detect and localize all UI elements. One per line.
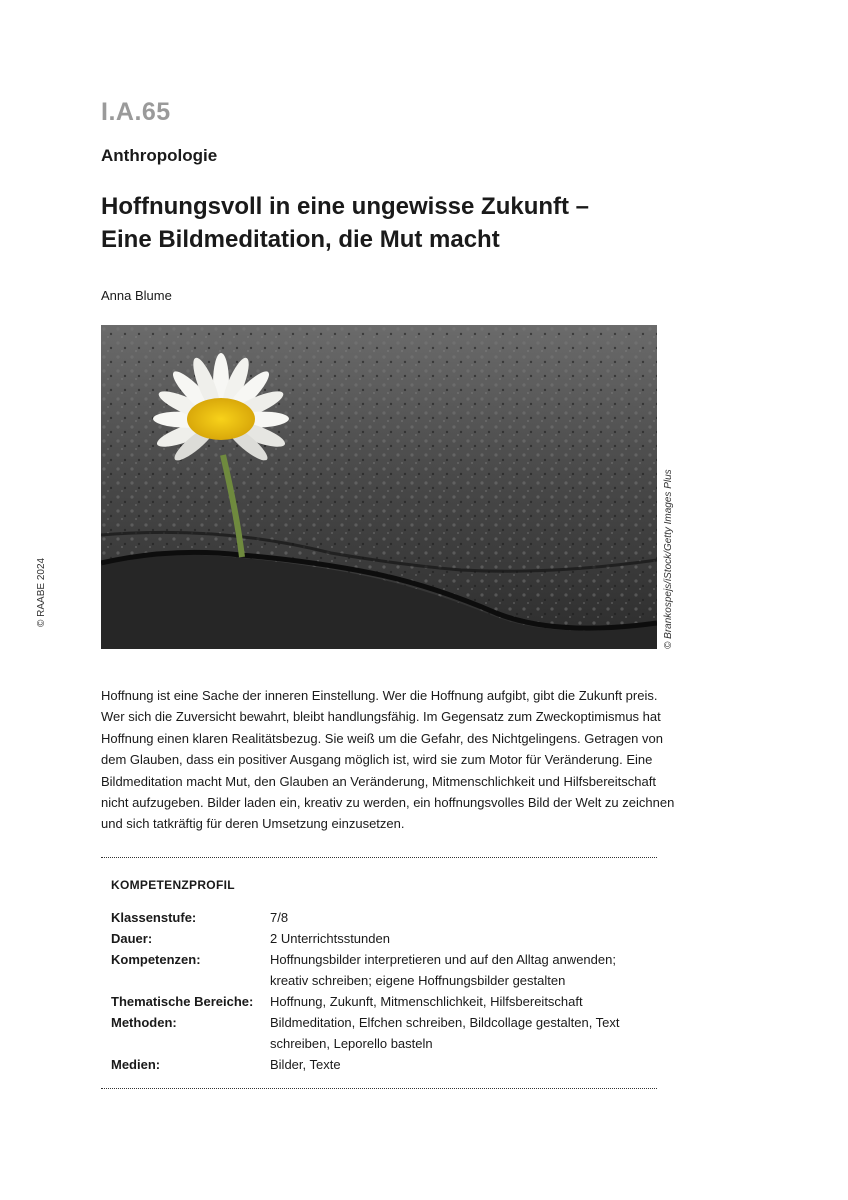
kp-label: Thematische Bereiche:: [111, 994, 254, 1009]
kp-value-line: 2 Unterrichtsstunden: [270, 931, 390, 946]
kp-label: Medien:: [111, 1057, 161, 1072]
kp-value: [270, 1054, 650, 1075]
kp-value-line: Bildmeditation, Elfchen schreiben, Bildcollage gestalten, Text: [270, 1015, 620, 1030]
kp-value: [270, 1012, 650, 1054]
kp-label: Klassenstufe:: [111, 910, 197, 925]
page-title: [101, 190, 701, 256]
kp-value-line: schreiben, Leporello basteln: [270, 1036, 433, 1051]
intro-line: und sich tatkräftig für deren Umsetzung einzusetzen.: [101, 816, 405, 832]
intro-line: Wer sich die Zuversicht bewahrt, bleibt handlungsfähig. Im Gegensatz zum Zweckoptimismus hat: [101, 709, 661, 725]
intro-paragraph: [101, 685, 675, 835]
kp-label: Kompetenzen:: [111, 952, 201, 967]
subject-heading: Anthropologie: [101, 146, 218, 165]
kp-label: Dauer:: [111, 931, 153, 946]
intro-line: Bildmeditation macht Mut, den Glauben an Veränderung, Mitmenschlichkeit und Hilfsbereitschaft: [101, 773, 656, 789]
daisy-center: [187, 398, 255, 440]
intro-line: nicht aufzugeben. Bilder laden ein, kreativ zu werden, ein hoffnungsvolles Bild der Welt zu zeichnen: [101, 795, 675, 811]
photo-illustration: [101, 325, 657, 649]
intro-line: Hoffnung ist eine Sache der inneren Einstellung. Wer die Hoffnung aufgibt, gibt die Zukunft preis.: [101, 688, 658, 703]
divider-bottom: [101, 1088, 657, 1089]
title-line-1: Hoffnungsvoll in eine ungewisse Zukunft –: [101, 193, 590, 220]
document-code: I.A.65: [101, 98, 171, 126]
kp-value-line: Hoffnung, Zukunft, Mitmenschlichkeit, Hilfsbereitschaft: [270, 994, 583, 1009]
title-line-2: Eine Bildmeditation, die Mut macht: [101, 226, 500, 253]
author-name: Anna Blume: [101, 288, 172, 303]
kp-value-line: 7/8: [270, 910, 289, 925]
daisy-on-asphalt-photo: [101, 325, 657, 649]
kp-value: [270, 928, 650, 949]
photo-credit: © Brankospejs/iStock/Getty Images Plus: [663, 469, 674, 649]
kompetenzprofil-heading: KOMPETENZPROFIL: [111, 878, 235, 892]
kp-value: [270, 949, 650, 991]
kp-label: Methoden:: [111, 1015, 177, 1030]
divider-top: [101, 857, 657, 858]
kp-value-line: Hoffnungsbilder interpretieren und auf den Alltag anwenden;: [270, 952, 616, 967]
intro-line: dem Glauben, dass ein positiver Ausgang möglich ist, wird sie zum Motor für Veränderung. Eine: [101, 752, 653, 768]
kp-value: [270, 991, 650, 1012]
intro-line: Hoffnung einen klaren Realitätsbezug. Sie weiß um die Gefahr, des Nichtgelingens. Getragen von: [101, 730, 663, 746]
kp-value-line: kreativ schreiben; eigene Hoffnungsbilder gestalten: [270, 973, 566, 988]
kp-value-line: Bilder, Texte: [270, 1057, 341, 1072]
kp-value: [270, 907, 650, 928]
side-copyright: © RAABE 2024: [36, 557, 47, 627]
